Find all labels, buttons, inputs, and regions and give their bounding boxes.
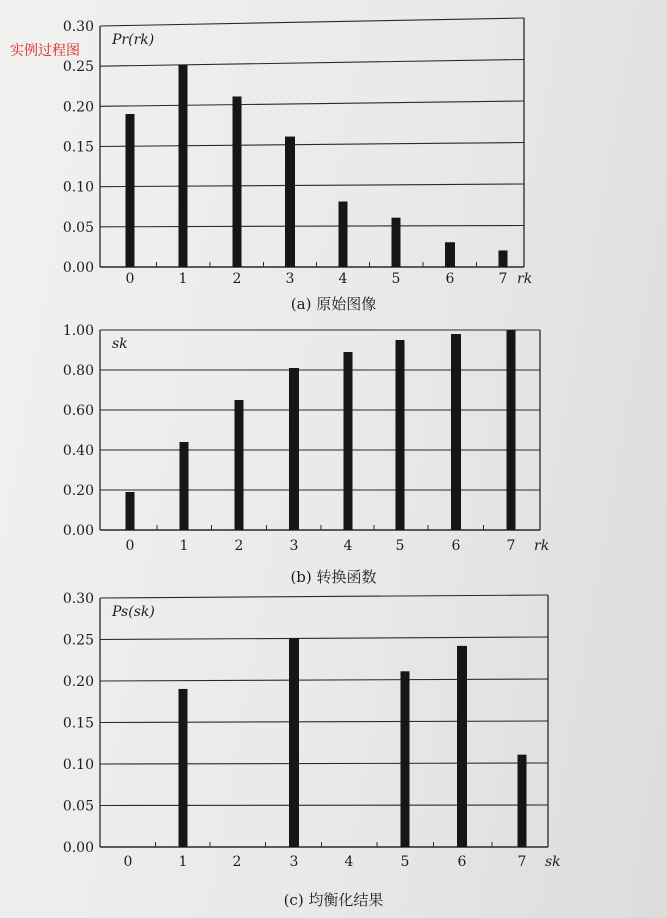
y-tick-label: 0.00 <box>62 260 94 276</box>
gridline <box>100 763 548 764</box>
x-tick-label: 7 <box>517 854 527 870</box>
x-tick-label: 4 <box>343 538 353 554</box>
y-tick-label: 0.20 <box>62 99 94 116</box>
x-tick-label: 5 <box>400 854 410 870</box>
gridline <box>100 595 548 598</box>
y-tick-label: 0.00 <box>62 840 94 856</box>
y-tick-label: 0.20 <box>62 674 94 690</box>
x-tick-label: 1 <box>179 538 189 554</box>
y-tick-label: 0.10 <box>62 179 94 196</box>
y-axis-label: Pr(rk) <box>112 32 155 48</box>
x-tick-label: 0 <box>123 854 133 870</box>
bar <box>289 638 299 847</box>
y-tick-label: 0.15 <box>62 715 94 732</box>
watermark-label: 实例过程图 <box>10 43 80 59</box>
y-tick-label: 0.20 <box>62 483 94 499</box>
x-tick-label: 4 <box>338 271 348 287</box>
y-tick-label: 0.40 <box>62 443 94 459</box>
gridline <box>100 721 548 723</box>
x-tick-label: 7 <box>498 271 508 287</box>
y-tick-label: 0.25 <box>62 632 94 649</box>
x-tick-label: 1 <box>178 271 188 287</box>
x-axis-label: rk <box>517 271 533 287</box>
caption-b: (b) 转换函数 <box>290 568 377 586</box>
y-axis-label: Ps(sk) <box>112 604 155 620</box>
gridline <box>100 679 548 681</box>
bar <box>401 671 410 847</box>
y-tick-label: 0.30 <box>62 591 94 607</box>
x-tick-label: 2 <box>234 538 244 554</box>
caption-a: (a) 原始图像 <box>290 295 377 313</box>
x-tick-label: 0 <box>125 271 135 287</box>
x-tick-label: 3 <box>289 538 299 554</box>
x-tick-label: 2 <box>232 854 242 870</box>
x-tick-label: 5 <box>391 271 401 287</box>
y-tick-label: 0.10 <box>62 757 94 773</box>
caption-c: (c) 均衡化结果 <box>283 891 384 909</box>
bar <box>179 689 188 847</box>
x-axis-label: rk <box>534 538 550 554</box>
x-tick-label: 1 <box>178 854 188 870</box>
y-tick-label: 0.25 <box>62 59 94 76</box>
y-tick-label: 0.15 <box>62 139 94 156</box>
x-tick-label: 4 <box>344 854 354 870</box>
y-axis-label: sk <box>112 336 128 352</box>
y-tick-label: 0.05 <box>62 219 94 236</box>
x-tick-label: 6 <box>445 271 455 287</box>
y-tick-label: 0.05 <box>62 798 94 815</box>
x-tick-label: 2 <box>232 271 242 287</box>
y-tick-label: 0.00 <box>62 523 94 539</box>
bar <box>457 646 467 847</box>
y-tick-label: 1.00 <box>62 323 94 339</box>
y-tick-label: 0.80 <box>62 363 94 379</box>
x-tick-label: 5 <box>395 538 405 554</box>
gridline <box>100 637 548 640</box>
bar <box>518 755 527 847</box>
x-tick-label: 6 <box>457 854 467 870</box>
x-tick-label: 3 <box>289 854 299 870</box>
gridline <box>100 805 548 806</box>
x-tick-label: 7 <box>506 538 516 554</box>
y-tick-label: 0.60 <box>62 403 94 419</box>
x-tick-label: 3 <box>285 271 295 287</box>
x-tick-label: 6 <box>451 538 461 554</box>
x-tick-label: 0 <box>125 538 135 554</box>
y-tick-label: 0.30 <box>62 19 94 35</box>
x-axis-label: sk <box>545 854 561 870</box>
